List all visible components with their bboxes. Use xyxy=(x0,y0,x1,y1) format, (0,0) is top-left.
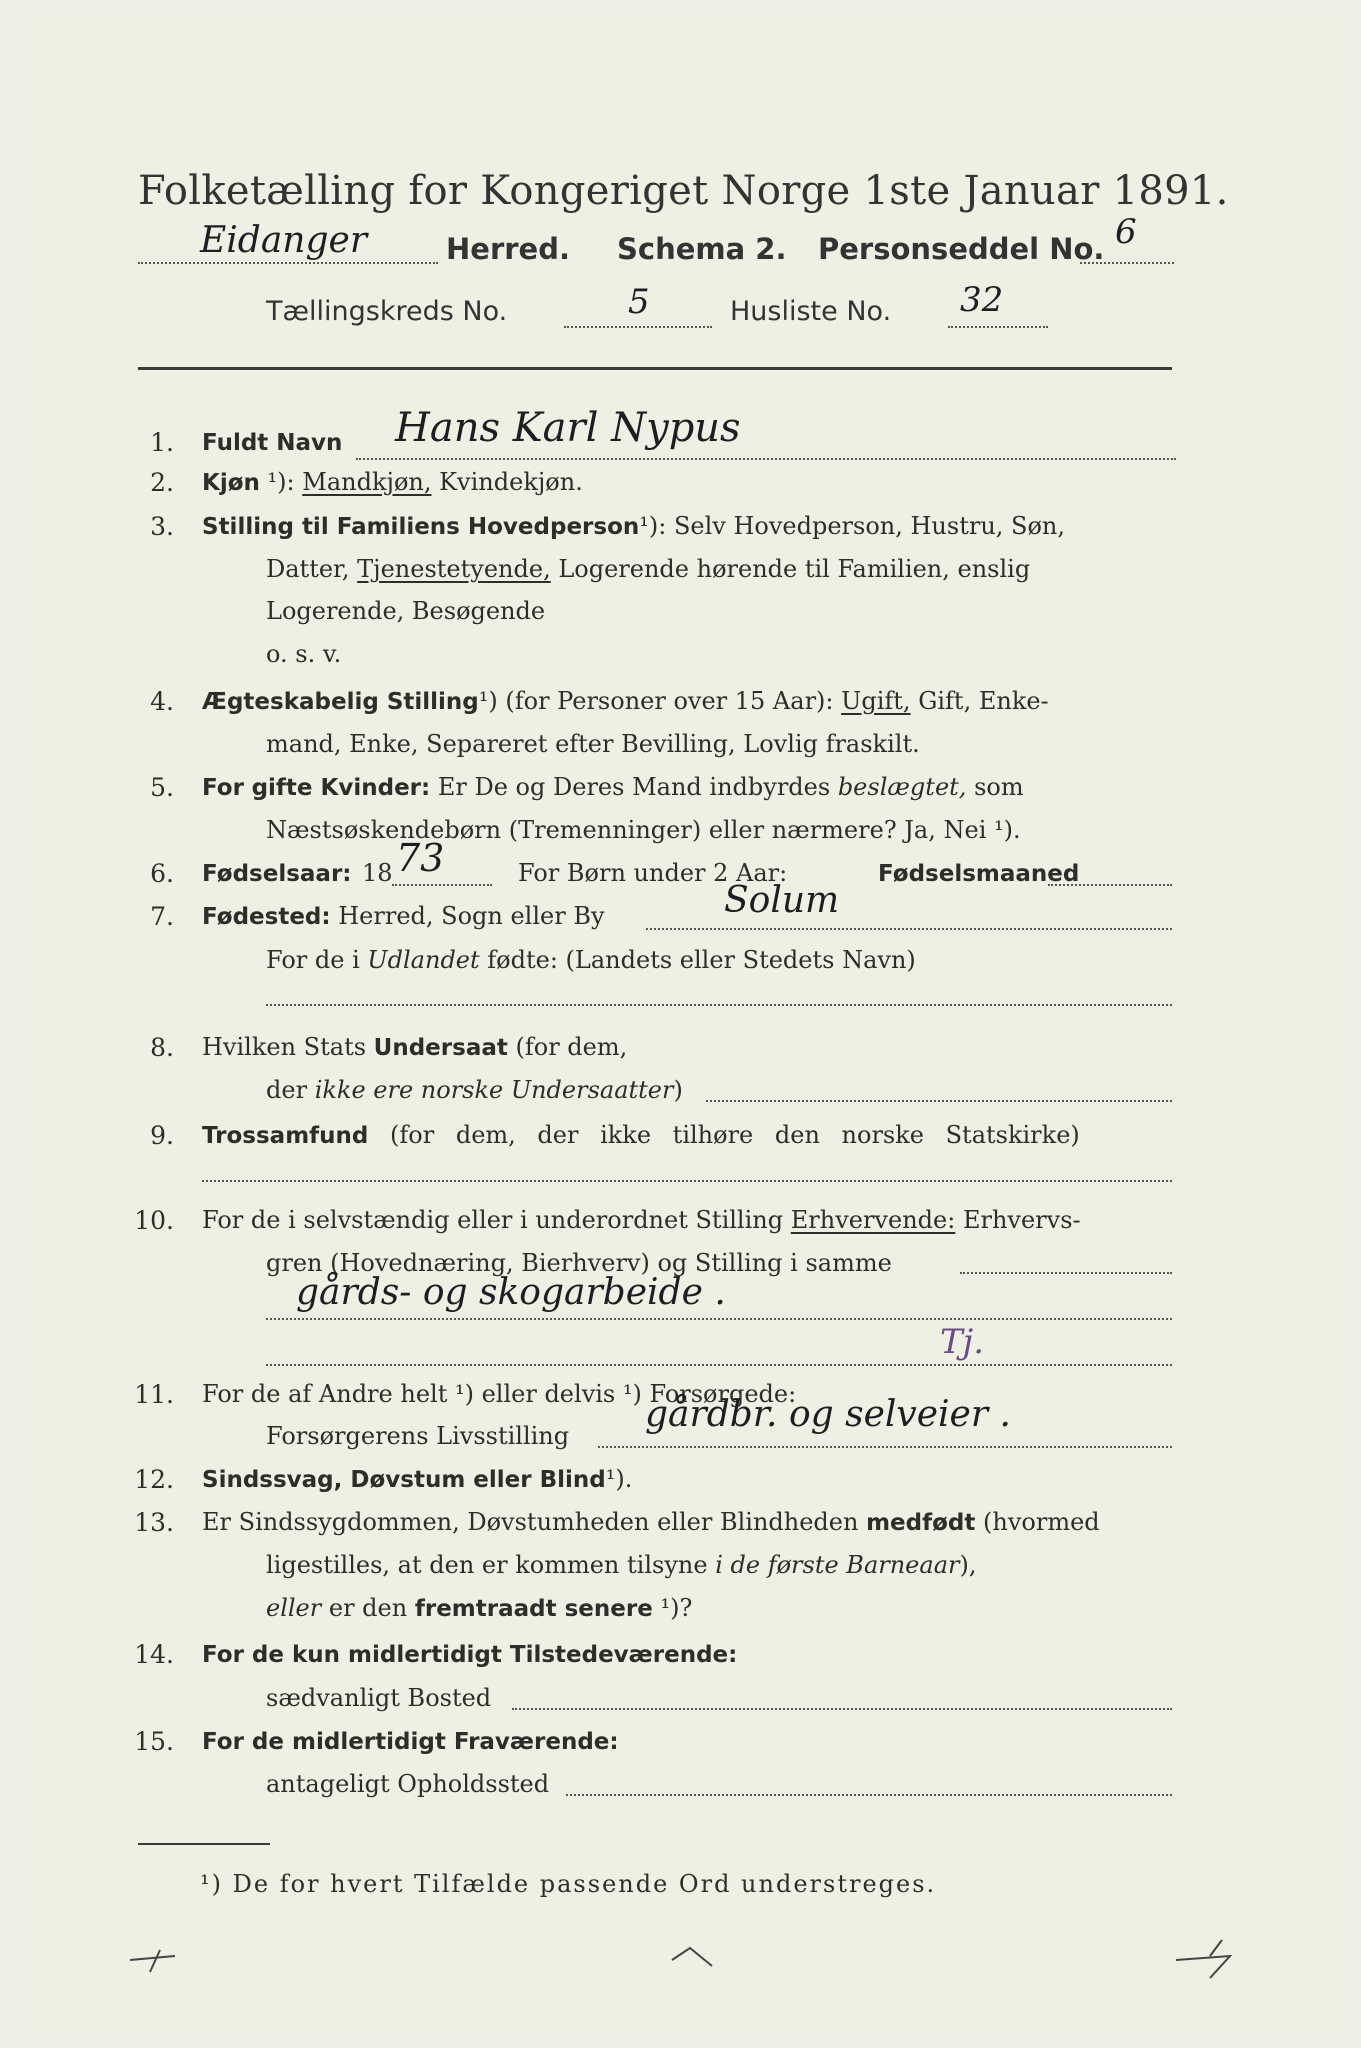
q6-children-text: For Børn under 2 Aar: xyxy=(518,859,788,887)
q7-answer-birthplace: Solum xyxy=(724,880,840,921)
q7-label: Fødested: xyxy=(202,904,331,930)
q6-year-prefix: 18 xyxy=(362,859,393,887)
q15-line2: antageligt Opholdssted xyxy=(266,1770,550,1798)
q3-option-tjenestetyende: Tjenestetyende, xyxy=(357,555,551,583)
herred-name: Eidanger xyxy=(200,220,368,261)
personseddel-number: 6 xyxy=(1115,212,1137,252)
q2-label: Kjøn xyxy=(202,470,260,496)
q8-number: 8. xyxy=(150,1033,174,1062)
q12-label: Sindssvag, Døvstum eller Blind xyxy=(202,1467,606,1493)
schema-label: Schema 2. xyxy=(617,232,787,266)
q1-answer-name: Hans Karl Nypus xyxy=(395,405,741,451)
q10-number: 10. xyxy=(134,1206,174,1235)
q13-line2: ligestilles, at den er kommen tilsyne i de første Barneaar), xyxy=(266,1551,977,1579)
q10-option-erhvervende: Erhvervende: xyxy=(790,1206,956,1234)
q4-option-ugift: Ugift, xyxy=(841,687,911,715)
q10-line1: For de i selvstændig eller i underordnet Stilling Erhvervende: Erhvervs- xyxy=(202,1206,1081,1234)
q1-number: 1. xyxy=(150,428,174,457)
scratch-mark-right xyxy=(1176,1940,1230,1978)
q11-line1: For de af Andre helt ¹) eller delvis ¹) Forsørgede: xyxy=(202,1380,797,1408)
q9-number: 9. xyxy=(150,1121,174,1150)
husliste-label: Husliste No. xyxy=(730,296,892,327)
q11-number: 11. xyxy=(134,1380,174,1409)
q7-number: 7. xyxy=(150,902,174,931)
q14-number: 14. xyxy=(134,1640,174,1669)
form-title: Folketælling for Kongeriget Norge 1ste Januar 1891. xyxy=(138,168,1229,214)
herred-label: Herred. xyxy=(446,232,570,266)
q9-label: Trossamfund xyxy=(202,1123,369,1149)
q5-label: gifte Kvinder: xyxy=(251,775,431,801)
q4-line1: Ægteskabelig Stilling¹) (for Personer over 15 Aar): Ugift, Gift, Enke- xyxy=(202,687,1049,715)
q3-line4: o. s. v. xyxy=(266,640,342,668)
q15-label: For de midlertidigt Fraværende: xyxy=(202,1729,619,1755)
q12-line: Sindssvag, Døvstum eller Blind¹). xyxy=(202,1465,633,1493)
q2-option-kvindekjon: Kvindekjøn. xyxy=(439,468,583,496)
q5-line2: Næstsøskendebørn (Tremenninger) eller nærmere? Ja, Nei ¹). xyxy=(266,816,1021,844)
scratch-mark-center xyxy=(672,1948,712,1966)
q3-line2: Datter, Tjenestetyende, Logerende hørende til Familien, enslig xyxy=(266,555,1031,583)
q14-line2: sædvanligt Bosted xyxy=(266,1684,492,1712)
q15-number: 15. xyxy=(134,1727,174,1756)
q6-number: 6. xyxy=(150,859,174,888)
q2-sup: ¹): xyxy=(267,468,295,496)
scratch-mark-left xyxy=(130,1950,175,1972)
q3-label: Stilling til Familiens Hovedperson xyxy=(202,514,640,540)
footnote: ¹) De for hvert Tilfælde passende Ord understreges. xyxy=(200,1870,937,1898)
q10-line2: gren (Hovednæring, Bierhverv) og Stilling i samme xyxy=(266,1249,892,1277)
q4-line2: mand, Enke, Separeret efter Bevilling, Lovlig fraskilt. xyxy=(266,730,920,758)
q3-line3: Logerende, Besøgende xyxy=(266,597,546,625)
q12-number: 12. xyxy=(134,1465,174,1494)
husliste-number: 32 xyxy=(960,280,1004,320)
q6-label: Fødselsaar: xyxy=(202,861,352,887)
q6-month-label: Fødselsmaaned xyxy=(878,861,1080,887)
q10-answer-position: Tj. xyxy=(940,1322,985,1362)
q2-number: 2. xyxy=(150,468,174,497)
q4-label: Ægteskabelig Stilling xyxy=(202,689,479,715)
q1-label: Fuldt Navn xyxy=(202,430,343,456)
q6-year-answer: 73 xyxy=(396,836,445,880)
kreds-number: 5 xyxy=(628,282,650,322)
q9-line: Trossamfund (for dem, der ikke tilhøre den norske Statskirke) xyxy=(202,1121,1080,1149)
q2-option-mandkjon: Mandkjøn, xyxy=(302,468,432,496)
q4-number: 4. xyxy=(150,687,174,716)
q13-line3: eller er den fremtraadt senere ¹)? xyxy=(266,1594,693,1622)
q8-line1: Hvilken Stats Undersaat (for dem, xyxy=(202,1033,628,1061)
q11-answer-provider: gårdbr. og selveier . xyxy=(645,1394,1011,1435)
q8-label: Undersaat xyxy=(373,1035,508,1061)
q13-line1: Er Sindssygdommen, Døvstumheden eller Blindheden medfødt (hvormed xyxy=(202,1508,1100,1536)
q3-line1: Stilling til Familiens Hovedperson¹): Selv Hovedperson, Hustru, Søn, xyxy=(202,512,1066,540)
q11-line2: Forsørgerens Livsstilling xyxy=(266,1422,570,1450)
q7-line1: Fødested: Herred, Sogn eller By xyxy=(202,902,605,930)
q10-answer-occupation: gårds- og skogarbeide . xyxy=(296,1272,726,1313)
q5-number: 5. xyxy=(150,773,174,802)
q5-line1: For gifte Kvinder: Er De og Deres Mand indbyrdes beslægtet, som xyxy=(202,773,1024,801)
q8-line2: der ikke ere norske Undersaatter) xyxy=(266,1076,683,1104)
kreds-label: Tællingskreds No. xyxy=(266,296,508,327)
q13-number: 13. xyxy=(134,1508,174,1537)
q7-line2: For de i Udlandet fødte: (Landets eller Stedets Navn) xyxy=(266,946,916,974)
q14-label: For de kun midlertidigt Tilstedeværende: xyxy=(202,1642,738,1668)
q3-number: 3. xyxy=(150,512,174,541)
personseddel-label: Personseddel No. xyxy=(818,232,1105,266)
